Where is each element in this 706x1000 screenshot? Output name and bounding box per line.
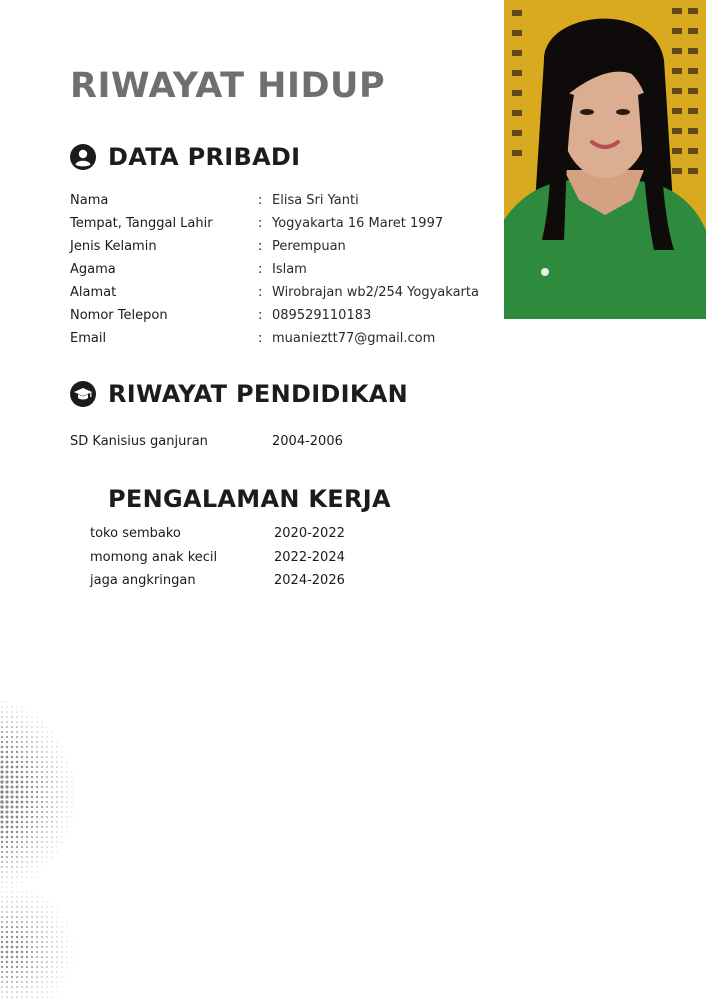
info-value: Yogyakarta 16 Maret 1997 [272, 216, 444, 231]
education-row [70, 434, 390, 454]
info-label: Agama [70, 262, 116, 277]
info-colon: : [258, 262, 263, 277]
info-row-email [70, 331, 500, 351]
info-label: Tempat, Tanggal Lahir [70, 216, 213, 231]
work-name: momong anak kecil [90, 550, 218, 565]
info-colon: : [258, 331, 263, 346]
work-years: 2022-2024 [274, 550, 345, 565]
personal-section-heading [70, 143, 300, 171]
info-colon: : [258, 216, 263, 231]
info-colon: : [258, 308, 263, 323]
halftone-dot-decoration [0, 700, 90, 1000]
personal-heading: DATA PRIBADI [108, 143, 301, 171]
info-value: Perempuan [272, 239, 346, 254]
education-heading: RIWAYAT PENDIDIKAN [108, 380, 409, 408]
info-value: Wirobrajan wb2/254 Yogyakarta [272, 285, 479, 300]
info-label: Nama [70, 193, 109, 208]
info-colon: : [258, 285, 263, 300]
info-value: 089529110183 [272, 308, 372, 323]
info-value: Islam [272, 262, 307, 277]
info-colon: : [258, 239, 263, 254]
education-years: 2004-2006 [272, 434, 343, 449]
info-value: muanieztt77@gmail.com [272, 331, 436, 346]
info-row-name [70, 193, 500, 213]
info-row-gender [70, 239, 500, 259]
work-row [90, 526, 390, 546]
work-name: toko sembako [90, 526, 181, 541]
info-label: Alamat [70, 285, 117, 300]
page-title: RIWAYAT HIDUP [70, 66, 386, 106]
work-row [90, 573, 390, 593]
info-row-address [70, 285, 500, 305]
work-section-heading [108, 485, 391, 513]
graduation-cap-icon [70, 381, 96, 407]
work-years: 2024-2026 [274, 573, 345, 588]
work-years: 2020-2022 [274, 526, 345, 541]
info-row-phone [70, 308, 500, 328]
info-label: Nomor Telepon [70, 308, 168, 323]
work-row [90, 550, 390, 570]
work-name: jaga angkringan [90, 573, 196, 588]
info-label: Jenis Kelamin [70, 239, 157, 254]
education-school: SD Kanisius ganjuran [70, 434, 208, 449]
info-row-birth [70, 216, 500, 236]
education-section-heading [70, 380, 408, 408]
profile-photo [504, 0, 706, 319]
info-colon: : [258, 193, 263, 208]
info-value: Elisa Sri Yanti [272, 193, 359, 208]
info-label: Email [70, 331, 107, 346]
user-circle-icon [70, 144, 96, 170]
work-heading: PENGALAMAN KERJA [108, 485, 391, 513]
info-row-religion [70, 262, 500, 282]
